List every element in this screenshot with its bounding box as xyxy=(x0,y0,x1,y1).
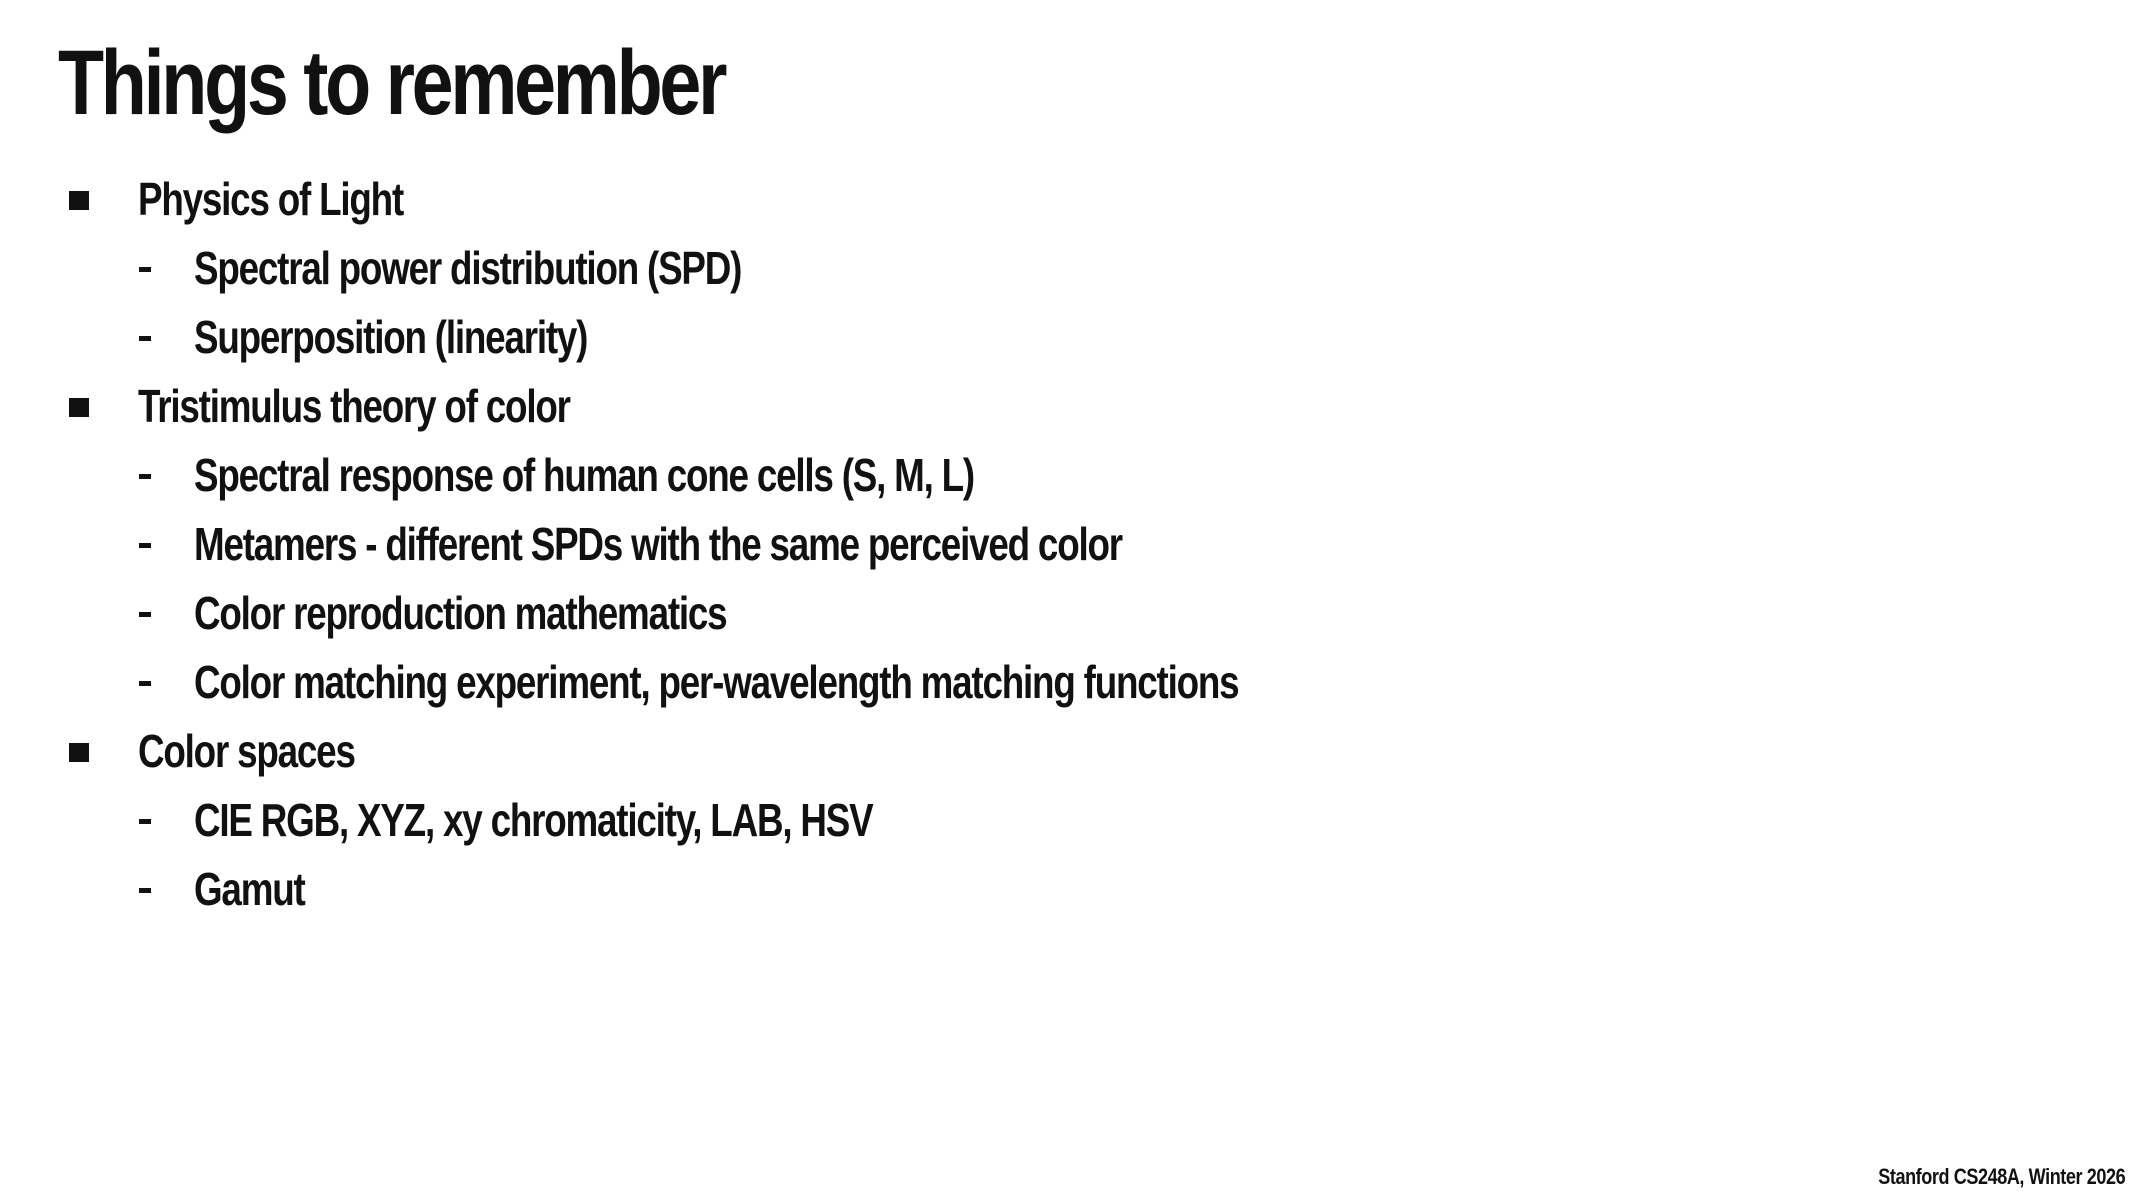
dash-bullet-icon xyxy=(139,336,151,341)
sub-bullet-item xyxy=(0,441,2133,510)
bullet-text: Tristimulus theory of color xyxy=(138,380,570,432)
slide-footer: Stanford CS248A, Winter 2026 xyxy=(1877,1164,2125,1189)
slide-title: Things to remember xyxy=(58,32,725,134)
bullet-item xyxy=(0,165,2133,234)
dash-bullet-icon xyxy=(139,267,151,272)
sub-bullet-item xyxy=(0,786,2133,855)
bullet-item xyxy=(0,717,2133,786)
bullet-list xyxy=(0,165,2133,924)
sub-bullet-text: Metamers - different SPDs with the same perceived color xyxy=(194,518,1122,570)
dash-bullet-icon xyxy=(139,612,151,617)
sub-bullet-text: Gamut xyxy=(194,863,305,915)
sub-bullet-text: Superposition (linearity) xyxy=(194,311,588,363)
sub-bullet-text: CIE RGB, XYZ, xy chromaticity, LAB, HSV xyxy=(194,794,873,846)
square-bullet-icon xyxy=(69,191,89,210)
dash-bullet-icon xyxy=(139,474,151,479)
dash-bullet-icon xyxy=(139,888,151,893)
sub-bullet-item xyxy=(0,234,2133,303)
bullet-item xyxy=(0,372,2133,441)
sub-bullet-text: Spectral power distribution (SPD) xyxy=(194,242,742,294)
dash-bullet-icon xyxy=(139,543,151,548)
sub-bullet-text: Spectral response of human cone cells (S, M, L) xyxy=(194,449,974,501)
square-bullet-icon xyxy=(69,743,89,762)
sub-bullet-item xyxy=(0,855,2133,924)
square-bullet-icon xyxy=(69,398,89,417)
sub-bullet-item xyxy=(0,510,2133,579)
dash-bullet-icon xyxy=(139,681,151,686)
sub-bullet-item xyxy=(0,303,2133,372)
dash-bullet-icon xyxy=(139,819,151,824)
bullet-text: Physics of Light xyxy=(138,173,404,225)
sub-bullet-item xyxy=(0,579,2133,648)
sub-bullet-item xyxy=(0,648,2133,717)
sub-bullet-text: Color reproduction mathematics xyxy=(194,587,727,639)
bullet-text: Color spaces xyxy=(138,725,355,777)
sub-bullet-text: Color matching experiment, per-wavelength matching functions xyxy=(194,656,1239,708)
